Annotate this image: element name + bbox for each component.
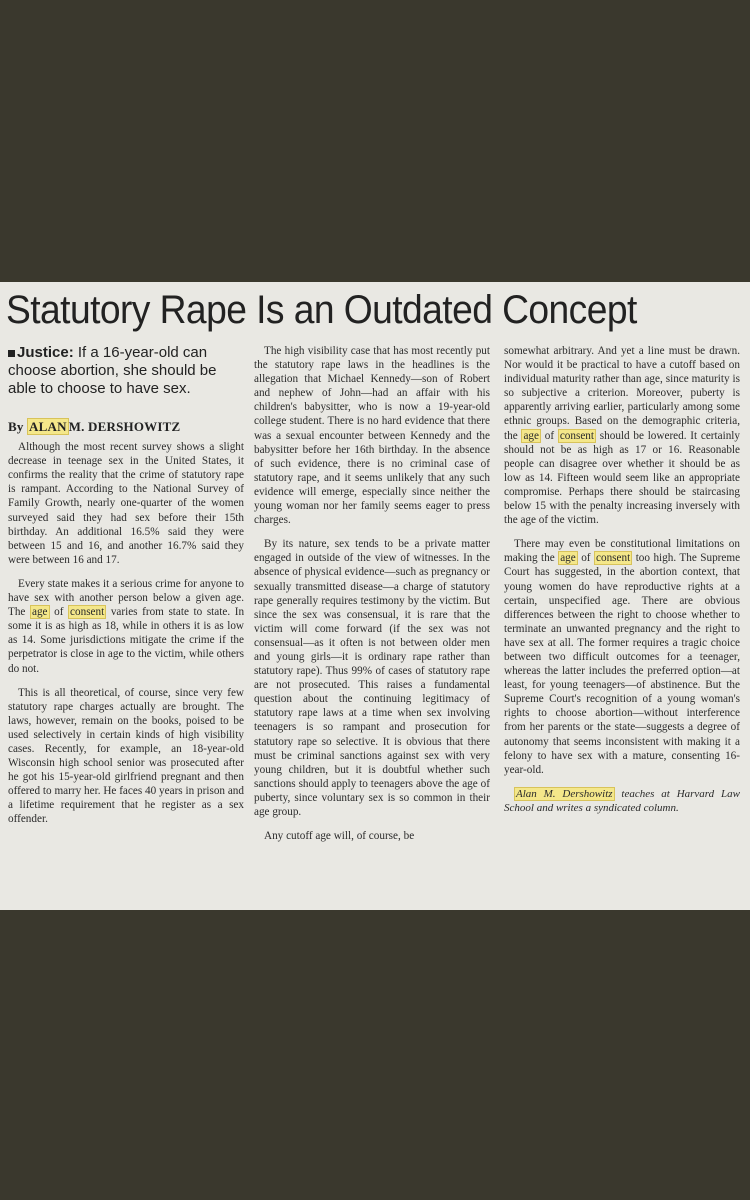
text-run: Every state makes it a serious crime for anyone to have sex with another person below a given age. The	[8, 577, 244, 619]
deck-label: Justice:	[17, 344, 74, 361]
text-run: somewhat arbitrary. And yet a line must be drawn. Nor would it be practical to have a cutoff based on individual maturity rather than age, since maturity is so subjective a criterion. Moreover, puberty is apparently arriving earlier, particularly among some ethnic groups. Based on the demographic criteria, the	[504, 345, 740, 442]
paragraph: Although the most recent survey shows a slight decrease in teenage sex in the United States, it confirms the reality that the crime of statutory rape is rampant. According to the National Survey of Family Growth, nearly one-quarter of the women surveyed said they had sex before their 15th birthday. An additional 16.5% said they were between 15 and 16, and another 16.7% said they were between 16 and 17.	[8, 441, 244, 566]
text-run: should be lowered. It certainly should not be as high as 17 or 16. Reasonable people can disagree over whether it should be as low as 14. Fifteen would seem like an appropriate compromise. Perhaps there should be staircasing below 15 with the penalty increasing inversely with the age of the victim.	[504, 429, 741, 527]
text-run: of	[544, 429, 555, 442]
column-2	[254, 344, 490, 853]
highlight-consent: consent	[70, 606, 105, 619]
paragraph	[8, 577, 244, 676]
deck	[8, 344, 244, 398]
byline	[8, 420, 244, 434]
paragraph	[504, 344, 740, 527]
paragraph: This is all theoretical, of course, since very few statutory rape charges actually are brought. The laws, however, remain on the books, poised to be used selectively in certain kinds of high visibility cases. Recently, for example, an 18-year-old Wisconsin high school senior was prosecuted after he got his 15-year-old girlfriend pregnant and then offered to marry her. He faces 40 years in prison and a lifetime requirement that he register as a sex offender.	[8, 686, 244, 826]
highlight-consent: consent	[559, 429, 595, 442]
column-3	[504, 344, 740, 825]
text-run: There may even be constitutional limitations on making the	[504, 538, 740, 565]
byline-last: M. DERSHOWITZ	[68, 419, 181, 434]
author-tagline	[504, 787, 740, 815]
byline-by: By	[8, 419, 24, 434]
bullet-square-icon	[8, 350, 15, 357]
tagline-rest: teaches at Harvard Law School and writes a syndicated column.	[504, 787, 740, 814]
text-run: too high. The Supreme Court has suggested, in the abortion context, that young women do have reproductive rights at a certain, unspecified age. There are obvious differences between the right to choose whether to terminate an unwanted pregnancy and the right to have sex at all. The former requires a tragic choice between two difficult outcomes for a teenager, whereas the latter includes the preferred option—at least, for young teenagers—of abstinence. But the Supreme Court's recognition of a young woman's rights to choose abortion—without interference from her parents or the state—suggests a degree of autonomy that seems inconsistent with making it a felony to have sex with a mature, consenting 16-year-old.	[504, 552, 741, 776]
paragraph: The high visibility case that has most recently put the statutory rape laws in the headlines is the allegation that Michael Kennedy—son of Robert and nephew of John—had an affair with his children's babysitter, who is now a 19-year-old college student. There is no hard evidence that there was a sexual encounter between Kennedy and the babysitter before her 16th birthday. In the absence of such evidence, there is no criminal case of statutory rape, and it seems unlikely that any such evidence will emerge, especially since neither the young woman nor her family seems eager to press charges.	[254, 345, 490, 527]
deck-text: If a 16-year-old can choose abortion, she should be able to choose to have sex.	[8, 344, 217, 397]
paragraph: By its nature, sex tends to be a private matter engaged in outside of the view of witnesses. In the absence of physical evidence—such as pregnancy or sexually transmitted disease—a charge of statutory rape generally requires testimony by the victim. But since the sex was consensual, it is rare that the victim will come forward (if the sex was not consensual—as it often is not between older men and young girls—it is ordinary rape rather than statutory rape). Thus 99% of cases of statutory rape are not prosecuted. This raises a fundamental question about the continuing legitimacy of statutory rape laws at a time when sex involving teenagers is so rampant and prosecution for statutory rape so selective. It is obvious that there must be criminal sanctions against sex with very young children, but it is doubtful whether such sanctions should apply to teenagers above the age of puberty, since voluntary sex is so common in their age group.	[254, 538, 490, 818]
tagline-author-highlight: Alan M. Dershowitz	[516, 787, 613, 800]
byline-first-highlight: ALAN	[29, 419, 67, 434]
paragraph	[504, 537, 740, 777]
column-1	[8, 344, 244, 837]
text-run: of	[581, 552, 591, 565]
highlight-age: age	[560, 552, 576, 565]
highlight-age: age	[32, 606, 48, 619]
highlight-age: age	[523, 429, 539, 442]
highlight-consent: consent	[596, 552, 631, 565]
text-run: of	[54, 606, 64, 619]
text-run: varies from state to state. In some it is as high as 18, while in others it is as low as 14. Some jurisdictions mitigate the crime if the perpetrator is close in age to the victim, while others do not.	[8, 606, 245, 675]
paragraph: Any cutoff age will, of course, be	[264, 830, 415, 843]
headline: Statutory Rape Is an Outdated Concept	[6, 288, 637, 332]
newspaper-clipping	[0, 282, 750, 910]
